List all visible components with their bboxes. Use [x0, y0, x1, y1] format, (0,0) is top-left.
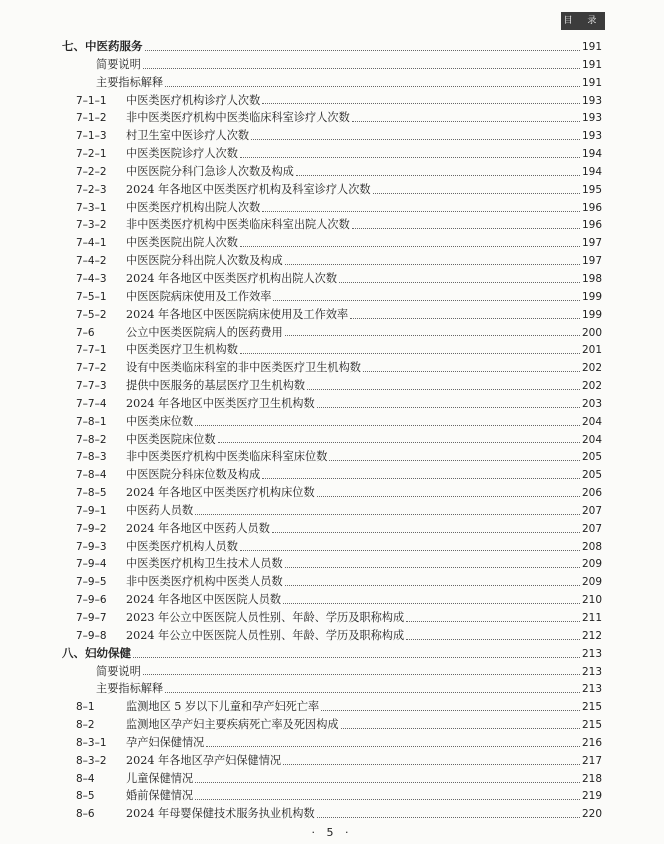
dot-leader [262, 477, 580, 479]
toc-entry[interactable] [62, 216, 602, 234]
toc-page-number: 209 [581, 558, 602, 571]
toc-page-number: 198 [581, 272, 602, 285]
toc-entry[interactable] [62, 538, 602, 556]
toc-entry-number: 7–9–2 [76, 522, 107, 535]
toc-entry[interactable] [62, 413, 602, 431]
dot-leader [373, 192, 580, 194]
dot-leader [350, 317, 580, 319]
page-number: · 5 · [311, 826, 353, 839]
toc-entry-title: 简要说明 [96, 664, 141, 678]
toc-entry[interactable] [62, 609, 602, 627]
toc-entry[interactable] [62, 627, 602, 645]
toc-entry[interactable] [62, 395, 602, 413]
dot-leader [143, 673, 580, 675]
toc-entry[interactable] [62, 770, 602, 788]
dot-leader [272, 531, 580, 533]
toc-entry-title: 中医类医院出院人次数 [126, 236, 238, 250]
toc-entry-title: 中医类医疗机构出院人次数 [126, 200, 261, 214]
toc-entry-number: 7–3–1 [76, 201, 107, 214]
toc-entry-number: 7–6 [76, 326, 95, 339]
toc-entry-title: 监测地区 5 岁以下儿童和孕产妇死亡率 [126, 700, 320, 714]
toc-entry-title: 监测地区孕产妇主要疾病死亡率及死因构成 [126, 718, 339, 732]
toc-entry[interactable] [62, 324, 602, 342]
toc-entry[interactable] [62, 663, 602, 681]
toc-entry[interactable] [62, 341, 602, 359]
dot-leader [195, 781, 580, 783]
toc-entry-number: 8–6 [76, 808, 95, 821]
toc-page-number: 220 [581, 808, 602, 821]
toc-page-number: 196 [581, 219, 602, 232]
dot-leader [285, 334, 580, 336]
toc-entry-title: 中医类医疗机构诊疗人次数 [126, 93, 261, 107]
toc-entry-title: 中医类医疗机构卫生技术人员数 [126, 557, 283, 571]
toc-entry[interactable] [62, 306, 602, 324]
toc-entry-title: 中医医院分科床位数及构成 [126, 468, 261, 482]
dot-leader [285, 263, 580, 265]
toc-entry-number: 8–5 [76, 790, 95, 803]
toc-entry[interactable] [62, 199, 602, 217]
toc-entry-number: 7–9–3 [76, 540, 107, 553]
section-tab-label: 目 录 [561, 12, 605, 30]
toc-entry[interactable] [62, 145, 602, 163]
dot-leader [273, 299, 580, 301]
toc-entry[interactable] [62, 466, 602, 484]
dot-leader [143, 67, 580, 69]
toc-entry[interactable] [62, 573, 602, 591]
toc-page-number: 193 [581, 112, 602, 125]
toc-entry[interactable] [62, 805, 602, 823]
toc-entry-number: 7–9–5 [76, 576, 107, 589]
toc-entry[interactable] [62, 520, 602, 538]
toc-entry-number: 7–8–1 [76, 415, 107, 428]
toc-entry-number: 7–5–2 [76, 308, 107, 321]
dot-leader [133, 656, 580, 658]
toc-entry[interactable] [62, 181, 602, 199]
dot-leader [341, 727, 580, 729]
dot-leader [165, 85, 580, 87]
toc-entry-title: 非中医类医疗机构中医类临床科室床位数 [126, 450, 328, 464]
toc-entry-title: 孕产妇保健情况 [126, 735, 205, 749]
toc-page-number: 207 [581, 522, 602, 535]
toc-entry[interactable] [62, 555, 602, 573]
toc-page-number: 200 [581, 326, 602, 339]
dot-leader [283, 602, 580, 604]
toc-entry-number: 8–3–1 [76, 736, 107, 749]
dot-leader [240, 156, 580, 158]
toc-entry-number: 7–7–2 [76, 362, 107, 375]
toc-entry-number: 7–4–3 [76, 272, 107, 285]
dot-leader [240, 352, 580, 354]
toc-entry-number: 7–4–2 [76, 255, 107, 268]
toc-entry[interactable] [62, 502, 602, 520]
toc-page-number: 211 [581, 612, 602, 624]
toc-entry[interactable] [62, 716, 602, 734]
toc-entry-number: 7–9–7 [76, 612, 107, 624]
toc-entry-title: 非中医类医疗机构中医类临床科室出院人次数 [126, 218, 350, 232]
toc-entry[interactable] [62, 734, 602, 752]
toc-entry-number: 8–1 [76, 701, 95, 714]
dot-leader [307, 388, 580, 390]
toc-page-number: 212 [581, 629, 602, 642]
toc-page-number: 208 [581, 540, 602, 553]
toc-entry-number: 7–7–3 [76, 380, 107, 393]
toc-page-number: 215 [581, 719, 602, 732]
toc-page-number: 199 [581, 308, 602, 321]
toc-entry-number: 7–1–2 [76, 112, 107, 125]
toc-page-number: 194 [581, 148, 602, 161]
dot-leader [317, 495, 580, 497]
toc-entry-number: 7–8–3 [76, 451, 107, 464]
toc-page-number: 197 [581, 255, 602, 268]
toc-entry-title: 2024 年各地区中医医院人员数 [126, 593, 282, 607]
toc-page-number: 196 [581, 201, 602, 214]
dot-leader [206, 745, 580, 747]
toc-entry[interactable] [62, 56, 602, 74]
toc-entry-title: 中医药人员数 [126, 503, 194, 517]
toc-entry-number: 8–4 [76, 772, 95, 785]
toc-page-number: 191 [581, 41, 602, 53]
toc-page-number: 209 [581, 576, 602, 589]
toc-entry-title: 主要指标解释 [96, 75, 164, 89]
toc-entry-title: 中医医院病床使用及工作效率 [126, 289, 272, 303]
toc-entry-title: 2023 年公立中医医院人员性别、年龄、学历及职称构成 [126, 611, 405, 624]
toc-page-number: 202 [581, 362, 602, 375]
toc-entry-title: 2024 年各地区中医类医疗机构出院人次数 [126, 271, 338, 285]
toc-entry[interactable] [62, 448, 602, 466]
toc-entry-title: 儿童保健情况 [126, 771, 194, 785]
toc-page-number: 195 [581, 183, 602, 196]
dot-leader [296, 174, 580, 176]
toc-entry-number: 7–1–1 [76, 94, 107, 107]
toc-entry-title: 2024 年各地区中医类医疗卫生机构数 [126, 396, 315, 410]
toc-entry-title: 婚前保健情况 [126, 789, 194, 803]
toc-page-number: 219 [581, 790, 602, 803]
toc-entry[interactable] [62, 234, 602, 252]
toc-page-number: 210 [581, 594, 602, 607]
toc-entry[interactable] [62, 359, 602, 377]
dot-leader [406, 638, 580, 640]
toc-page-number: 213 [581, 665, 602, 678]
toc-entry-title: 设有中医类临床科室的非中医类医疗卫生机构数 [126, 361, 361, 375]
toc-page-number: 191 [581, 58, 602, 71]
dot-leader [240, 549, 580, 551]
dot-leader [240, 245, 580, 247]
toc-page-number: 204 [581, 415, 602, 428]
toc-page-number: 197 [581, 237, 602, 250]
dot-leader [406, 620, 580, 622]
dot-leader [218, 441, 580, 443]
dot-leader [285, 584, 580, 586]
toc-entry-number: 7–9–8 [76, 629, 107, 642]
toc-entry-number: 7–5–1 [76, 290, 107, 303]
toc-entry-number: 7–8–5 [76, 487, 107, 500]
toc-entry-title: 中医类医疗卫生机构数 [126, 343, 238, 357]
toc-entry-title: 八、妇幼保健 [62, 645, 131, 660]
toc-entry[interactable] [62, 431, 602, 449]
toc-entry-number: 7–4–1 [76, 237, 107, 250]
toc-entry-number: 7–1–3 [76, 130, 107, 143]
toc-entry-number: 7–8–2 [76, 433, 107, 446]
toc-entry-title: 中医类医院床位数 [126, 432, 216, 446]
toc-page-number: 213 [581, 647, 602, 660]
toc-entry-title: 七、中医药服务 [62, 39, 143, 53]
toc-page-number: 204 [581, 433, 602, 446]
toc-entry-number: 7–3–2 [76, 219, 107, 232]
toc-entry-title: 非中医类医疗机构中医类临床科室诊疗人次数 [126, 111, 350, 125]
toc-entry-title: 2024 年各地区中医类医疗机构床位数 [126, 486, 315, 500]
toc-entry-title: 2024 年公立中医医院人员性别、年龄、学历及职称构成 [126, 628, 405, 642]
dot-leader [262, 102, 580, 104]
toc-page-number: 205 [581, 469, 602, 482]
dot-leader [145, 49, 580, 51]
dot-leader [262, 210, 580, 212]
toc-entry-number: 7–9–1 [76, 504, 107, 517]
toc-page-number: 193 [581, 94, 602, 107]
dot-leader [317, 406, 580, 408]
toc-entry[interactable] [62, 252, 602, 270]
toc-page-number: 199 [581, 290, 602, 303]
toc-entry-title: 非中医类医疗机构中医类人员数 [126, 575, 283, 589]
toc-entry-title: 2024 年各地区中医药人员数 [126, 521, 270, 535]
toc-entry-number: 7–9–6 [76, 594, 107, 607]
toc-entry-number: 7–2–3 [76, 183, 107, 196]
toc-entry[interactable] [62, 109, 602, 127]
toc-entry-title: 中医医院分科出院人次数及构成 [126, 254, 283, 268]
toc-page-number: 193 [581, 130, 602, 143]
dot-leader [363, 370, 580, 372]
toc-entry[interactable] [62, 377, 602, 395]
toc-entry[interactable] [62, 484, 602, 502]
toc-entry[interactable] [62, 127, 602, 145]
toc-entry-title: 村卫生室中医诊疗人次数 [126, 129, 250, 143]
toc-section-heading[interactable] [62, 645, 602, 663]
toc-section-heading[interactable] [62, 38, 602, 56]
toc-entry[interactable] [62, 74, 602, 92]
toc-entry-number: 7–2–2 [76, 165, 107, 178]
dot-leader [339, 281, 580, 283]
toc-entry-title: 主要指标解释 [96, 682, 164, 696]
toc-page-number: 194 [581, 165, 602, 178]
toc-entry-title: 中医类医疗机构人员数 [126, 539, 238, 553]
toc-page-number: 207 [581, 504, 602, 517]
toc-page-number: 206 [581, 487, 602, 500]
toc-page-number: 203 [581, 397, 602, 410]
toc-entry[interactable] [62, 270, 602, 288]
dot-leader [195, 424, 580, 426]
toc-page-number: 201 [581, 344, 602, 357]
toc-entry[interactable] [62, 680, 602, 698]
dot-leader [352, 120, 580, 122]
toc-page-number: 213 [581, 683, 602, 696]
toc-entry-number: 7–7–4 [76, 397, 107, 410]
toc-entry[interactable] [62, 163, 602, 181]
toc-entry-number: 7–2–1 [76, 148, 107, 161]
toc-entry-title: 2024 年各地区孕产妇保健情况 [126, 753, 282, 767]
toc-entry[interactable] [62, 787, 602, 805]
toc-entry-title: 中医类医院诊疗人次数 [126, 147, 238, 161]
toc-entry-title: 简要说明 [96, 57, 141, 71]
toc-entry-title: 中医类床位数 [126, 414, 194, 428]
toc-entry-number: 7–8–4 [76, 469, 107, 482]
dot-leader [329, 459, 580, 461]
toc-page-number: 191 [581, 76, 602, 89]
toc-entry[interactable] [62, 752, 602, 770]
toc-entry[interactable] [62, 591, 602, 609]
table-of-contents [62, 38, 602, 823]
dot-leader [321, 709, 580, 711]
toc-entry-number: 7–9–4 [76, 558, 107, 571]
toc-page-number: 216 [581, 736, 602, 749]
toc-entry-number: 7–7–1 [76, 344, 107, 357]
toc-page-number: 202 [581, 380, 602, 393]
dot-leader [165, 691, 580, 693]
dot-leader [352, 227, 580, 229]
toc-entry[interactable] [62, 698, 602, 716]
toc-entry-number: 8–2 [76, 719, 95, 732]
toc-entry-title: 2024 年母婴保健技术服务执业机构数 [126, 807, 315, 821]
dot-leader [251, 138, 580, 140]
dot-leader [285, 566, 580, 568]
toc-entry-title: 2024 年各地区中医医院病床使用及工作效率 [126, 307, 349, 321]
toc-entry-title: 提供中医服务的基层医疗卫生机构数 [126, 379, 306, 393]
dot-leader [195, 513, 580, 515]
toc-page-number: 218 [581, 772, 602, 785]
toc-entry-number: 8–3–2 [76, 754, 107, 767]
toc-entry-title: 2024 年各地区中医类医疗机构及科室诊疗人次数 [126, 182, 371, 196]
dot-leader [317, 816, 580, 818]
toc-page-number: 205 [581, 451, 602, 464]
toc-entry[interactable] [62, 92, 602, 110]
toc-entry[interactable] [62, 288, 602, 306]
dot-leader [283, 763, 580, 765]
toc-page-number: 217 [581, 754, 602, 767]
toc-entry-title: 中医医院分科门急诊人次数及构成 [126, 164, 294, 178]
toc-entry-title: 公立中医类医院病人的医药费用 [126, 325, 283, 339]
dot-leader [195, 798, 580, 800]
toc-page-number: 215 [581, 701, 602, 714]
